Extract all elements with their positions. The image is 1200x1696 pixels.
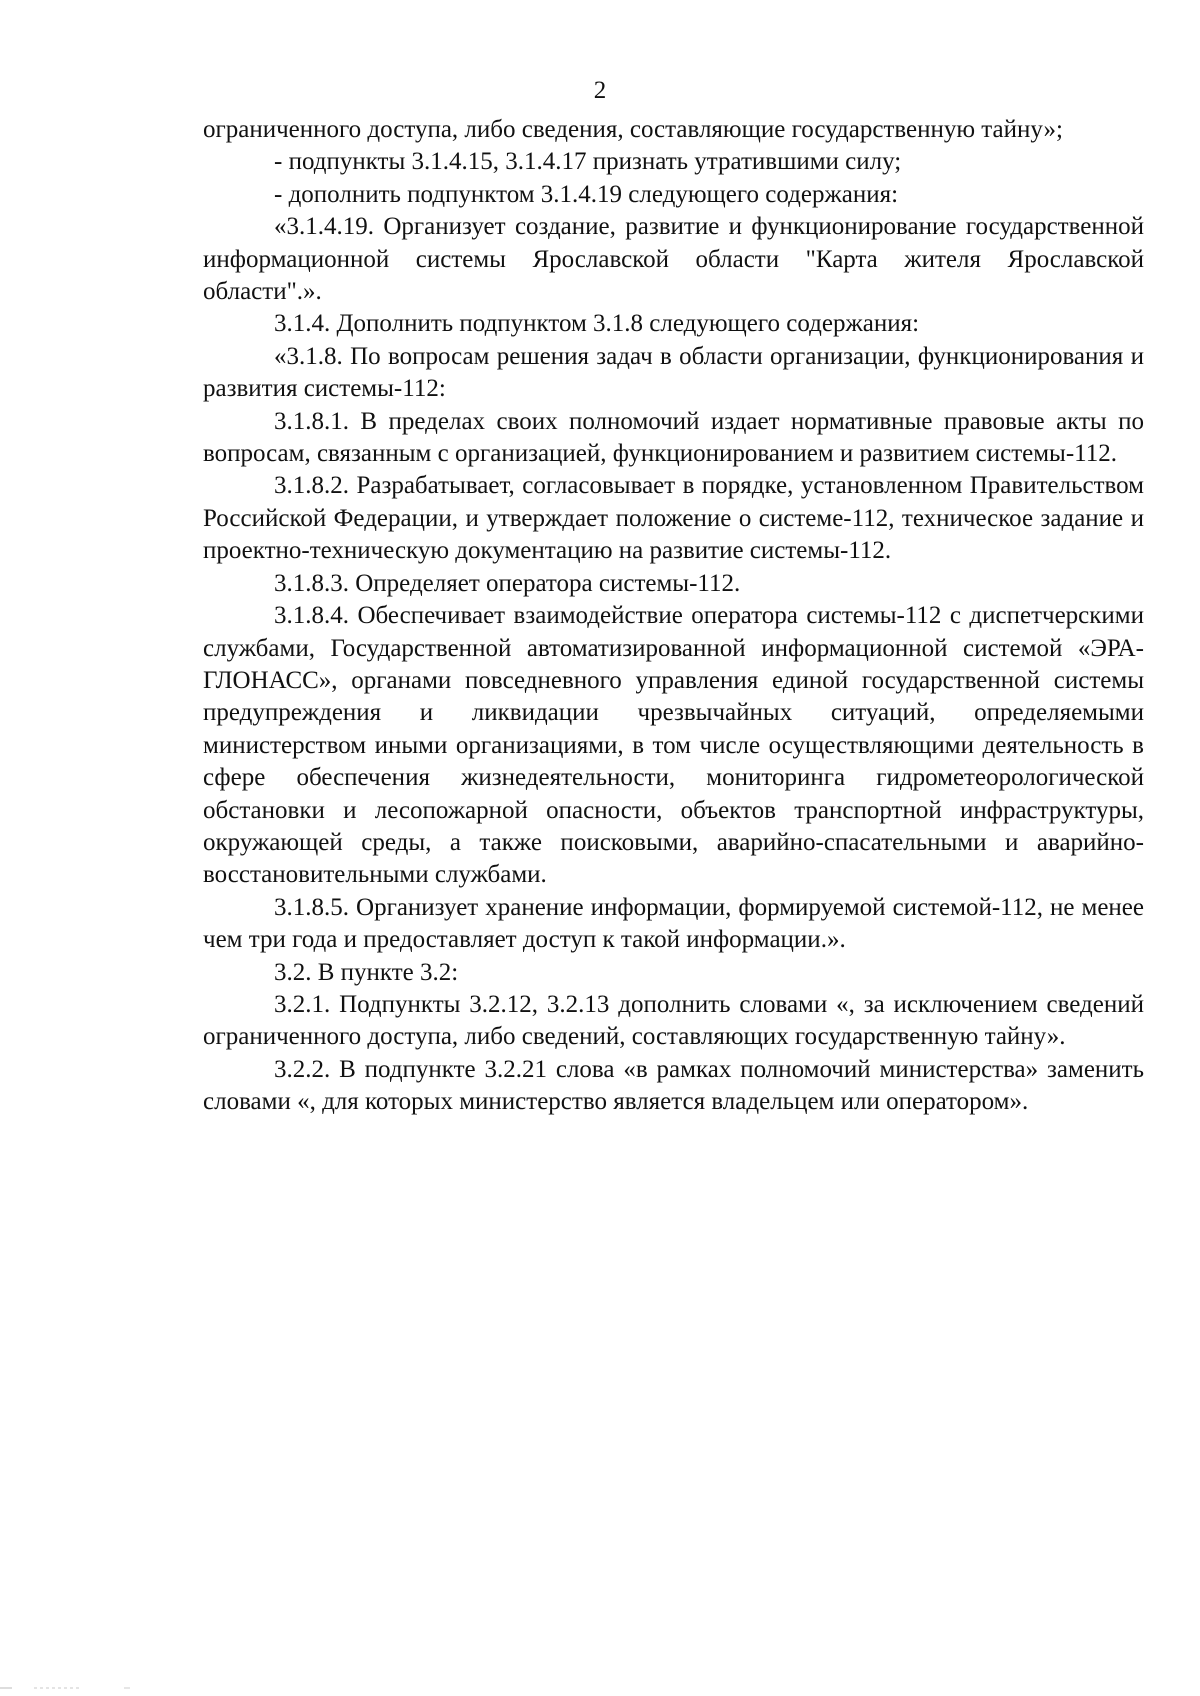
paragraph-3-1-8-2: 3.1.8.2. Разрабатывает, согласовывает в порядке, установленном Правительством Российской Федерации, и утверждает положение о системе-112, техническое задание и проектно-техническую документацию на развитие системы-112. bbox=[203, 472, 1144, 565]
paragraph-3-2: 3.2. В пункте 3.2: bbox=[274, 958, 459, 986]
scan-noise-marks bbox=[0, 1686, 160, 1690]
paragraph-3-1-8-4: 3.1.8.4. Обеспечивает взаимодействие оператора системы-112 с диспетчерскими службами, Государственной автоматизированной информационной системой «ЭРА-ГЛОНАСС», органами повседневного управления единой государственной системы предупреждения и ликвидации чрезвычайных ситуаций, определяемыми министерством иными организациями, в том числе осуществляющими деятельность в сфере обеспечения жизнедеятельности, мониторинга гидрометеорологической обстановки и лесопожарной опасности, объектов транспортной инфраструктуры, окружающей среды, а также поисковыми, аварийно-спасательными и аварийно-восстановительными службами. bbox=[203, 602, 1144, 889]
paragraph-3-1-8-1: 3.1.8.1. В пределах своих полномочий издает нормативные правовые акты по вопросам, связанным с организацией, функционированием и развитием системы-112. bbox=[203, 407, 1144, 468]
paragraph-3-1-4: 3.1.4. Дополнить подпунктом 3.1.8 следующего содержания: bbox=[274, 310, 920, 338]
document-body bbox=[203, 114, 1144, 1119]
paragraph-3-1-8-3: 3.1.8.3. Определяет оператора системы-112. bbox=[274, 569, 741, 597]
paragraph-add-subpoint-3-1-4-19: - дополнить подпунктом 3.1.4.19 следующего содержания: bbox=[274, 180, 899, 208]
paragraph-3-1-4-19: «3.1.4.19. Организует создание, развитие и функционирование государственной информационной системы Ярославской области "Карта жителя Ярославской области".». bbox=[203, 213, 1144, 306]
paragraph-3-1-8: «3.1.8. По вопросам решения задач в области организации, функционирования и развития системы-112: bbox=[203, 342, 1144, 403]
paragraph-3-2-1: 3.2.1. Подпункты 3.2.12, 3.2.13 дополнить словами «, за исключением сведений ограниченного доступа, либо сведений, составляющих государственную тайну». bbox=[203, 990, 1144, 1051]
page-number: 2 bbox=[593, 77, 607, 104]
paragraph-subpoints-invalid: - подпункты 3.1.4.15, 3.1.4.17 признать утратившими силу; bbox=[274, 148, 902, 176]
paragraph-3-2-2: 3.2.2. В подпункте 3.2.21 слова «в рамках полномочий министерства» заменить словами «, для которых министерство является владельцем или оператором». bbox=[203, 1055, 1144, 1116]
paragraph-3-1-8-5: 3.1.8.5. Организует хранение информации, формируемой системой-112, не менее чем три года и предоставляет доступ к такой информации.». bbox=[203, 893, 1144, 954]
paragraph-continuation: ограниченного доступа, либо сведения, составляющие государственную тайну»; bbox=[203, 116, 1063, 143]
